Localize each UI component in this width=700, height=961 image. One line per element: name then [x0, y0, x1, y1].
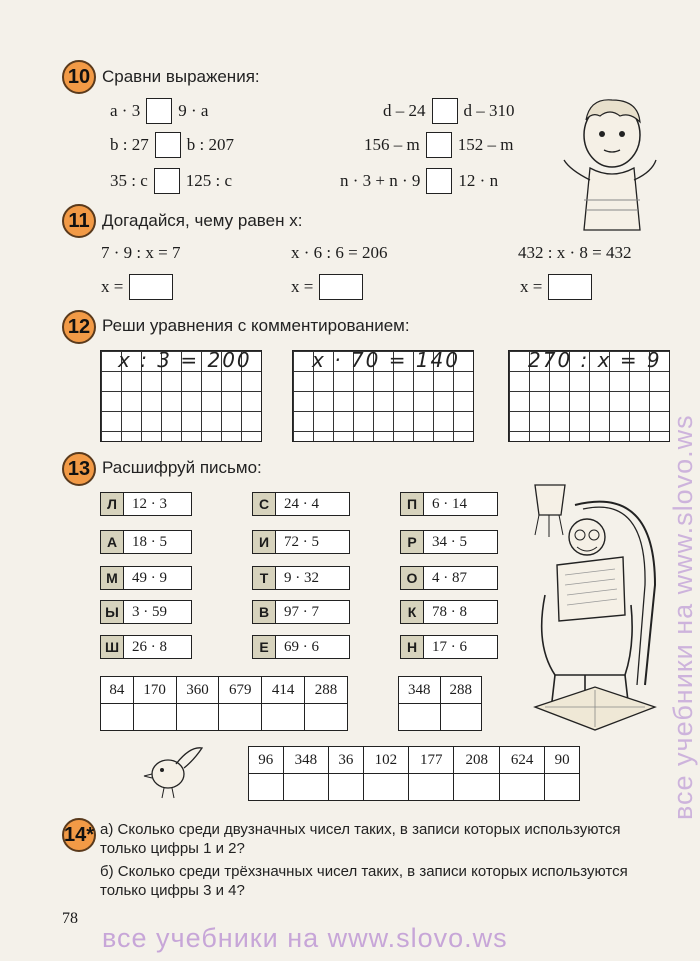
code-letter: К: [401, 601, 424, 623]
code-letter: Р: [401, 531, 424, 553]
code-letter: Т: [253, 567, 276, 589]
cipher-number: 177: [409, 747, 454, 774]
code-letter: Е: [253, 636, 276, 658]
cipher-word-3: [248, 746, 580, 801]
code-expr: 49 · 9: [132, 570, 167, 586]
cipher-number-row: [399, 677, 482, 704]
compare-row-2-left: [110, 132, 234, 158]
answer-cell[interactable]: [262, 704, 305, 731]
answer-cell[interactable]: [249, 774, 284, 801]
expr: 9 · a: [178, 101, 209, 120]
expr: 152 – m: [457, 135, 514, 154]
equation-text: x · 6 : 6 = 206: [291, 243, 388, 262]
question-b: б) Сколько среди трёхзначных чисел таких, в записи которых используются только цифры 3 и 4?: [100, 863, 628, 899]
code-expr: 9 · 32: [284, 570, 319, 586]
code-cell: [100, 530, 192, 554]
cipher-answer-row: [249, 774, 580, 801]
code-cell: [100, 600, 192, 624]
answer-label: x =: [520, 277, 543, 296]
expr: 156 – m: [364, 135, 420, 154]
grid-equation-2: x · 70 = 140: [312, 348, 461, 372]
answer-label: x =: [101, 277, 124, 296]
compare-box[interactable]: [146, 98, 172, 124]
compare-box[interactable]: [426, 132, 452, 158]
code-cell: [252, 635, 350, 659]
task-11-title: Догадайся, чему равен x:: [102, 211, 303, 230]
cipher-number: 679: [219, 677, 262, 704]
cipher-answer-row: [101, 704, 348, 731]
bird-illustration: [140, 742, 210, 802]
code-cell: [252, 492, 350, 516]
code-expr: 26 · 8: [132, 639, 167, 655]
task-number-12: 12: [62, 310, 96, 344]
cipher-number: 102: [363, 747, 408, 774]
code-cell: [100, 492, 192, 516]
code-expr: 6 · 14: [432, 496, 467, 512]
expr: 12 · n: [458, 171, 499, 190]
task-number-11: 11: [62, 204, 96, 238]
compare-box[interactable]: [154, 168, 180, 194]
code-expr: 34 · 5: [432, 534, 467, 550]
cipher-number: 208: [454, 747, 499, 774]
code-cell: [100, 566, 192, 590]
cipher-number: 96: [249, 747, 284, 774]
equation-text: 432 : x · 8 = 432: [518, 243, 632, 262]
cipher-number: 288: [305, 677, 348, 704]
code-cell: [400, 530, 498, 554]
expr: d – 310: [463, 101, 515, 120]
task-number-13: 13: [62, 452, 96, 486]
code-cell: [400, 492, 498, 516]
code-letter: Н: [401, 636, 424, 658]
code-expr: 97 · 7: [284, 604, 319, 620]
answer-box[interactable]: [548, 274, 592, 300]
expr: 125 : c: [185, 171, 233, 190]
compare-box[interactable]: [426, 168, 452, 194]
code-cell: [252, 530, 350, 554]
answer-cell[interactable]: [219, 704, 262, 731]
monkey-reading-illustration: [515, 475, 665, 740]
code-cell: [252, 566, 350, 590]
code-letter: Л: [101, 493, 124, 515]
cipher-number: 624: [499, 747, 544, 774]
code-expr: 24 · 4: [284, 496, 319, 512]
answer-cell[interactable]: [305, 704, 348, 731]
watermark-bottom: все учебники на www.slovo.ws: [102, 923, 508, 953]
compare-row-3-left: [110, 168, 232, 194]
code-letter: О: [401, 567, 424, 589]
answer-cell[interactable]: [545, 774, 580, 801]
answer-cell[interactable]: [101, 704, 134, 731]
compare-row-1-right: [383, 98, 515, 124]
code-cell: [100, 635, 192, 659]
expr: b : 207: [186, 135, 234, 154]
cipher-number: 348: [283, 747, 328, 774]
code-letter: М: [101, 567, 124, 589]
cipher-word-1: [100, 676, 348, 731]
expr: 35 : c: [110, 171, 148, 190]
answer-cell[interactable]: [283, 774, 328, 801]
expr: b : 27: [110, 135, 149, 154]
task-number-14: 14*: [62, 818, 96, 852]
answer-cell[interactable]: [409, 774, 454, 801]
equation-2: [291, 243, 387, 263]
answer-cell[interactable]: [329, 774, 364, 801]
answer-cell[interactable]: [440, 704, 482, 731]
answer-cell[interactable]: [133, 704, 176, 731]
answer-cell[interactable]: [363, 774, 408, 801]
answer-box[interactable]: [319, 274, 363, 300]
code-cell: [400, 635, 498, 659]
compare-box[interactable]: [432, 98, 458, 124]
task-10-title: Сравни выражения:: [102, 67, 260, 86]
cipher-number-row: [101, 677, 348, 704]
cipher-number: 348: [399, 677, 441, 704]
answer-cell[interactable]: [176, 704, 219, 731]
equation-1: [101, 243, 180, 263]
code-expr: 12 · 3: [132, 496, 167, 512]
grid-equation-3: 270 : x = 9: [528, 348, 662, 372]
grid-equation-1: x : 3 = 200: [118, 348, 252, 372]
code-expr: 72 · 5: [284, 534, 319, 550]
code-letter: В: [253, 601, 276, 623]
answer-cell[interactable]: [454, 774, 499, 801]
cipher-number: 90: [545, 747, 580, 774]
cipher-number: 414: [262, 677, 305, 704]
answer-1: [101, 274, 173, 300]
code-expr: 18 · 5: [132, 534, 167, 550]
code-expr: 78 · 8: [432, 604, 467, 620]
code-letter: Ы: [101, 601, 124, 623]
code-expr: 69 · 6: [284, 639, 319, 655]
code-expr: 17 · 6: [432, 639, 467, 655]
cipher-number: 360: [176, 677, 219, 704]
compare-row-2-right: [364, 132, 513, 158]
question-a: а) Сколько среди двузначных чисел таких, в записи которых используются только цифры 1 и 2?: [100, 821, 621, 857]
task-number-10: 10: [62, 60, 96, 94]
boy-illustration: [560, 90, 660, 240]
code-letter: Ш: [101, 636, 124, 658]
expr: n · 3 + n · 9: [340, 171, 421, 190]
task-13-title: Расшифруй письмо:: [102, 458, 262, 477]
cipher-number: 36: [329, 747, 364, 774]
code-expr: 4 · 87: [432, 570, 467, 586]
equation-3: [518, 243, 631, 263]
code-cell: [400, 566, 498, 590]
page-number: 78: [62, 910, 78, 927]
cipher-word-2: [398, 676, 482, 731]
expr: d – 24: [383, 101, 426, 120]
answer-cell[interactable]: [499, 774, 544, 801]
cipher-number: 84: [101, 677, 134, 704]
cipher-number-row: [249, 747, 580, 774]
cipher-number: 170: [133, 677, 176, 704]
answer-label: x =: [291, 277, 314, 296]
cipher-number: 288: [440, 677, 482, 704]
compare-row-1-left: [110, 98, 208, 124]
cipher-answer-row: [399, 704, 482, 731]
code-letter: И: [253, 531, 276, 553]
watermark-side: все учебники на www.slovo.ws: [668, 414, 698, 820]
compare-row-3-right: [340, 168, 498, 194]
code-expr: 3 · 59: [132, 604, 167, 620]
code-letter: П: [401, 493, 424, 515]
answer-cell[interactable]: [399, 704, 441, 731]
code-cell: [400, 600, 498, 624]
code-letter: А: [101, 531, 124, 553]
compare-box[interactable]: [155, 132, 181, 158]
expr: a · 3: [110, 101, 141, 120]
task-12-title: Реши уравнения с комментированием:: [102, 316, 410, 335]
answer-box[interactable]: [129, 274, 173, 300]
answer-2: [291, 274, 363, 300]
code-cell: [252, 600, 350, 624]
answer-3: [520, 274, 592, 300]
equation-text: 7 · 9 : x = 7: [101, 243, 181, 262]
code-letter: С: [253, 493, 276, 515]
